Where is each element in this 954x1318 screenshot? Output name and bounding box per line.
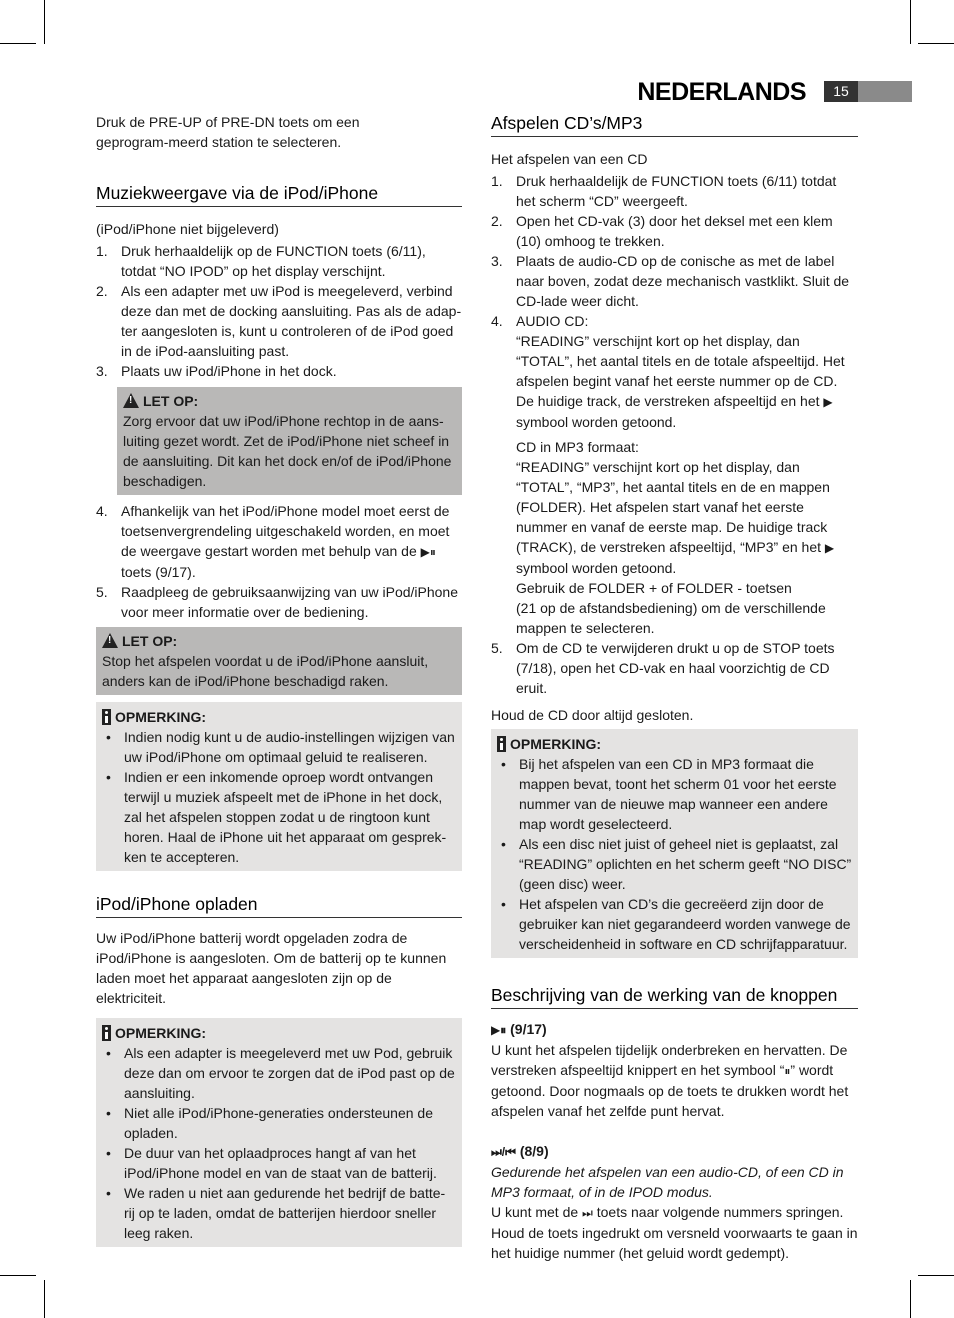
crop-mark [910, 0, 911, 44]
list-item: • Als een adapter is meegeleverd met uw Pod, gebruik deze dan om ervoor te zorgen dat de iPod past op de aansluiting. [102, 1043, 456, 1103]
audio-cd-title: AUDIO CD: [516, 313, 589, 329]
play-pause-text: U kunt het afspelen tijdelijk onderbreken en hervatten. De verstreken afspeeltijd knippert en het symbool “⏸” wordt getoond. Door nogmaals op de toets te drukken wordt het afspelen vanaf het zelfde punt hervat. [491, 1042, 849, 1119]
warning-title: LET OP: [143, 393, 199, 409]
list-item: 5. Om de CD te verwijderen drukt u op de STOP toets (7/18), open het CD-vak en haal voorzichtig de CD eruit. [491, 640, 835, 696]
remark-box [96, 702, 462, 871]
list-item: 1. Druk herhaaldelijk op de FUNCTION toets (6/11), totdat “NO IPOD” op het display verschijnt. [96, 243, 426, 279]
list-item: 4. AUDIO CD: “READING” verschijnt kort op het display, dan “TOTAL”, het aantal titels en de totale afspeeltijd. Het afspelen begint vanaf het eerste nummer op de CD. De huidige track, de verstreken afspeeltijd en het ▶ symbool worden getoond. CD in MP3 formaat: “READING” verschijnt kort op het display, dan “TOTAL”, “MP3”, het aantal titels en de en mappen (FOLDER). Het afspelen start vanaf het eerste nummer en vanaf de eerste map. De huidige track (TRACK), de verstreken afspeeltijd, “MP3” en het ▶ symbool worden getoond. Gebruik de FOLDER + of FOLDER - toetsen (21 op de afstandsbediening) om de verschillende mappen te selecteren. [491, 311, 858, 638]
left-column [96, 112, 462, 1247]
warning-icon [123, 393, 139, 408]
crop-mark [44, 0, 45, 44]
list-item: 1. Druk herhaaldelijk de FUNCTION toets (6/11) totdat het scherm “CD” weergeeft. [491, 173, 837, 209]
crop-mark [0, 43, 36, 44]
skip-icon: ⏭/⏮ [491, 1145, 516, 1159]
list-item: • Indien er een inkomende oproep wordt ontvangen terwijl u muziek afspeelt met de iPhone in het dock, zal het afspelen stoppen zodat u de ringtoon kunt horen. Haal de iPhone uit het apparaat om gesprek-ken te accepteren. [102, 767, 456, 867]
remark-title: OPMERKING: [510, 736, 601, 752]
info-icon [102, 709, 111, 725]
crop-mark [918, 1275, 954, 1276]
crop-mark [918, 43, 954, 44]
pause-icon: ⏸ [784, 1064, 791, 1078]
buttons-heading: Beschrijving van de werking van de knoppen [491, 984, 858, 1009]
list-item: • Het afspelen van CD’s die gecreëerd zijn door de gebruiker kan niet gegarandeerd worden vanwege de verscheidenheid in software en CD schrijfapparatuur. [497, 894, 852, 954]
remark-box [96, 1018, 462, 1247]
crop-mark [0, 1275, 36, 1276]
list-item: • Bij het afspelen van een CD in MP3 formaat die mappen bevat, toont het scherm 01 voor het eerste nummer van de nieuwe map wanneer een andere map wordt geselecteerd. [497, 754, 852, 834]
warning-box [117, 387, 462, 495]
play-pause-icon: ▶⏸ [420, 545, 436, 559]
list-item: 2. Als een adapter met uw iPod is meegeleverd, verbind deze dan met de docking aansluiting. Pas als de adap-ter aangesloten is, kunt u controleren of de iPod goed in de iPod-aansluiting past. [96, 283, 462, 359]
crop-mark [910, 1280, 911, 1318]
skip-italic-text: Gedurende het afspelen van een audio-CD, of een CD in MP3 formaat, of in de IPOD modus. [491, 1164, 844, 1200]
list-item: • De duur van het oplaadproces hangt af van het iPod/iPhone model en van de staat van de batterij. [102, 1143, 456, 1183]
play-pause-icon: ▶⏸ [491, 1023, 507, 1037]
right-column [491, 112, 858, 1263]
cd-heading: Afspelen CD’s/MP3 [491, 112, 858, 137]
warning-text: Stop het afspelen voordat u de iPod/iPhone aansluit, anders kan de iPod/iPhone beschadigd raken. [102, 653, 429, 689]
list-item: • Als een disc niet juist of geheel niet is geplaatst, zal “READING” oplichten en het scherm geeft “NO DISC” (geen disc) weer. [497, 834, 852, 894]
page-header [560, 78, 912, 106]
list-item: • Niet alle iPod/iPhone-generaties ondersteunen de opladen. [102, 1103, 456, 1143]
mp3-title: CD in MP3 formaat: [516, 439, 639, 455]
crop-mark [44, 1280, 45, 1318]
info-icon [102, 1025, 111, 1041]
remark-box [491, 729, 858, 958]
list-item: 5. Raadpleeg de gebruiksaanwijzing van uw iPod/iPhone voor meer informatie over de bediening. [96, 584, 459, 620]
list-item: 3. Plaats uw iPod/iPhone in het dock. [96, 363, 337, 379]
skip-text: U kunt met de ⏭ toets naar volgende nummers springen. Houd de toets ingedrukt om versneld voorwaarts te gaan in het huidige nummer (het geluid wordt gedempt). [491, 1204, 858, 1261]
skip-key: ⏭/⏮ (8/9) [491, 1143, 549, 1159]
music-heading: Muziekweergave via de iPod/iPhone [96, 182, 462, 207]
intro-text: Druk de PRE-UP of PRE-DN toets om een geprogram-meerd station te selecteren. [96, 114, 360, 150]
list-item: • Indien nodig kunt u de audio-instellingen wijzigen van uw iPod/iPhone om optimaal geluid te realiseren. [102, 727, 456, 767]
list-item: 3. Plaats de audio-CD op de conische as met de label naar boven, zodat deze mechanisch vastklikt. Sluit de CD-lade weer dicht. [491, 253, 850, 309]
play-pause-key: ▶⏸ (9/17) [491, 1021, 547, 1037]
cd-steps [491, 171, 858, 698]
music-note: (iPod/iPhone niet bijgeleverd) [96, 221, 279, 237]
list-item: • We raden u niet aan gedurende het bedrijf de batte-rij op te laden, omdat de batterijen hierdoor sneller leeg raken. [102, 1183, 456, 1243]
remark-title: OPMERKING: [115, 1025, 206, 1041]
play-icon: ▶ [824, 541, 835, 555]
page-number: 15 [824, 81, 858, 102]
charge-text: Uw iPod/iPhone batterij wordt opgeladen zodra de iPod/iPhone is aangesloten. Om de batterij op te kunnen laden moet het apparaat aangesloten zijn op de elektriciteit. [96, 930, 447, 1006]
charge-heading: iPod/iPhone opladen [96, 893, 462, 918]
next-icon: ⏭ [582, 1206, 593, 1220]
warning-icon [102, 633, 118, 648]
music-steps-cont [96, 501, 462, 622]
warning-title: LET OP: [122, 633, 178, 649]
cd-closed-text: Houd de CD door altijd gesloten. [491, 707, 694, 723]
header-bar [858, 81, 912, 102]
remark-title: OPMERKING: [115, 709, 206, 725]
warning-box [96, 627, 462, 695]
music-steps [96, 241, 462, 381]
cd-subheading: Het afspelen van een CD [491, 151, 648, 167]
language-title: NEDERLANDS [637, 78, 806, 106]
play-icon: ▶ [823, 395, 833, 409]
list-item: 2. Open het CD-vak (3) door het deksel met een klem (10) omhoog te trekken. [491, 213, 833, 249]
list-item: 4. Afhankelijk van het iPod/iPhone model moet eerst de toetsenvergrendeling uitgeschakeld worden, en moet de weergave gestart worden met behulp van de ▶⏸ toets (9/17). [96, 503, 450, 580]
warning-text: Zorg ervoor dat uw iPod/iPhone rechtop in de aans-luiting gezet wordt. Zet de iPod/iPhone niet scheef in de aansluiting. Dit kan het dock en/of de iPod/iPhone beschadigen. [123, 413, 452, 489]
info-icon [497, 736, 506, 752]
